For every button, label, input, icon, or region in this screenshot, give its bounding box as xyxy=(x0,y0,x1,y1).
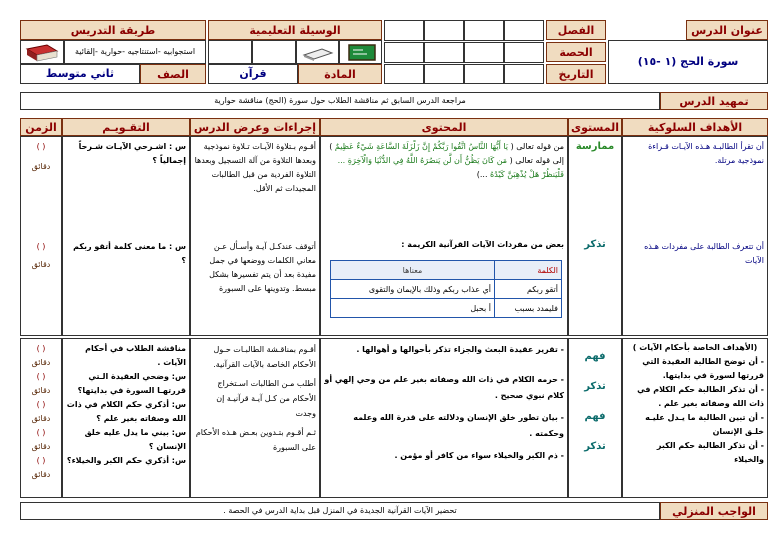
row2-time-unit: دقائق xyxy=(31,260,51,269)
blank-box-1 xyxy=(208,40,252,64)
row1-objective: أن تقرأ الطالبـة هـذه الآيـات قـراءة نموذجية مرتلة. xyxy=(648,142,764,165)
row3-objectives xyxy=(626,341,764,467)
row2-time-paren: ( ) xyxy=(36,242,46,251)
row3-time-paren: ( ) xyxy=(36,344,46,353)
row3-time-unit: دقائق xyxy=(31,414,51,423)
row3-time-unit: دقائق xyxy=(31,442,51,451)
glossary-meaning: أي عذاب ربكم وذلك بالإيمان والتقوى xyxy=(331,280,495,299)
date-grid xyxy=(384,20,544,84)
subject-value-box xyxy=(208,64,298,84)
method-value: استجوابيه -استنتاجيه -حوارية -إلقائية xyxy=(74,47,196,56)
eraser-icon xyxy=(296,40,339,64)
row3-evaluation-item: س: وضحي العقيدة الـتي قررتهـا السورة في بدايتها؟ xyxy=(77,372,186,395)
glossary-word: أتقو ربكم xyxy=(495,280,562,299)
row2-objective: أن تتعرف الطالبة على مفردات هـذه الآيات xyxy=(644,242,764,265)
homework-box xyxy=(20,502,660,520)
homework-label: الواجب المنزلي xyxy=(660,502,768,520)
row1-ayah2: مَن كَانَ يَظُنُّ أَن لَّن يَنصُرَهُ اللَّهُ فِي الدُّنْيَا وَالْآخِرَةِ ... فَلْيَنظُرْ هَلْ يُذْهِبَنَّ كَيْدُهُ xyxy=(337,156,564,179)
row1-level: ممارسة xyxy=(575,141,615,152)
row1-time-paren: ( ) xyxy=(36,142,46,151)
subject-value: قرآن xyxy=(239,67,267,80)
col-level: المستوى xyxy=(568,118,622,136)
row3-evaluation-item: س: بيني ما يدل عليه خلق الإنسان ؟ xyxy=(84,428,186,451)
row3-evaluations xyxy=(66,342,186,468)
col-evaluation: التقـويـم xyxy=(62,118,190,136)
semester-label: الفصل xyxy=(546,20,606,40)
row3-time-paren: ( ) xyxy=(36,428,46,437)
row3-procedure-item: أقـوم بمناقـشة الطالبـات حـول الأحكام الخاصة بالآيات القرآنية. xyxy=(213,345,316,369)
glossary-row xyxy=(331,280,562,299)
row3-time-unit: دقائق xyxy=(31,386,51,395)
row3-time-unit: دقائق xyxy=(31,470,51,479)
lesson-title-value: سورة الحج (١ -١٥) xyxy=(637,55,739,68)
row2-evaluation: س : ما معنى كلمة أتقو ربكم ؟ xyxy=(73,242,186,265)
row3-objective-item: - أن تذكر الطالبة حكم الكلام في ذات الله وصفاته بغير علم . xyxy=(637,385,764,408)
glossary-meaning: أ بحبل xyxy=(331,299,495,318)
level-cell-a xyxy=(568,136,622,336)
col-objectives: الأهداف السلوكية xyxy=(622,118,768,136)
row3-procedure-item: ثـم أقـوم بتـدوين بعـض هـذه الأحكام على السبورة xyxy=(195,428,316,452)
book-icon xyxy=(20,40,64,64)
intro-text: مراجعة الدرس السابق ثم مناقشة الطلاب حول سورة (الحج) مناقشة حوارية xyxy=(214,96,466,105)
row2-content-intro: بعض من مفردات الآيات القرآنية الكريمة : xyxy=(401,240,564,249)
row3-time-paren: ( ) xyxy=(36,400,46,409)
blank-box-2 xyxy=(252,40,296,64)
row3-contents xyxy=(324,342,564,464)
row3-content-item: - ذم الكبر والخيلاء سواء من كافر أو مؤمن . xyxy=(394,451,564,460)
row3-levels xyxy=(570,342,620,462)
row3-content-item: - تقرير عقيدة البعث والجزاء تذكر بأحوالها و أهوالها . xyxy=(356,345,564,354)
row2-procedure: أتوقف عندكـل آيـة وأسـأل عـن معاني الكلمات ووضعها في جمل مفيدة بعد أن يتم تفسيرها بشكل مبسط. وتدوينها على السبورة xyxy=(209,242,316,293)
row3-objective-item: (الأهداف الخاصة بأحكام الآيات ) xyxy=(632,343,758,352)
row3-evaluation-item: س: أذكري حكم الكبر والخيلاء؟ xyxy=(66,456,186,465)
row3-content-item: - بيان تطور خلق الإنسان ودلالته على قدرة الله وعلمه وحكمته . xyxy=(353,413,564,438)
method-label: طريقة التدريس xyxy=(20,20,206,40)
row3-times xyxy=(22,342,60,482)
glossary-header-meaning: معناها xyxy=(331,261,495,280)
row3-content-item: - حرمه الكلام في ذات الله وصفاته بغير علم من وحي إلهي أو كلام نبوي صحيح . xyxy=(324,375,564,400)
glossary-row xyxy=(331,299,562,318)
glossary-table xyxy=(330,260,562,318)
row3-objective-item: - أن توضح الطالبة العقيدة التي قررتها لسورة في بدايتها. xyxy=(642,357,764,380)
row3-level-item: تذكر xyxy=(584,441,606,452)
col-time: الزمن xyxy=(20,118,62,136)
row3-level-item: فهم xyxy=(584,351,606,362)
row3-evaluation-item: س: أذكري حكم الكلام في ذات الله وصفاته بغير علم ؟ xyxy=(66,400,186,423)
grade-value: ثاني متوسط xyxy=(45,67,115,80)
glossary-word: فليمدد بسبب xyxy=(495,299,562,318)
row3-procedure-item: أطلب مـن الطالبات اسـتخراج الأحكام من كـل آيـة قرآنيـة إن وجدت xyxy=(216,379,316,418)
row3-objective-item: - أن تبين الطالبة ما يـدل عليـه خلـق الإنسان xyxy=(645,413,764,436)
lesson-title-box xyxy=(608,40,768,84)
row1-evaluation: س : اشـرحي الآيـات شـرحاً إجمالياً ؟ xyxy=(78,142,186,165)
period-label: الحصة xyxy=(546,42,606,62)
aid-icons xyxy=(208,40,382,64)
intro-label: تمهيد الدرس xyxy=(660,92,768,110)
row2-level: تذكر xyxy=(584,239,606,250)
row1-time-unit: دقائق xyxy=(31,162,51,171)
row3-time-unit: دقائق xyxy=(31,358,51,367)
date-label: التاريخ xyxy=(546,64,606,84)
row3-objective-item: - أن تذكر الطالبة حكم الكبر والخيلاء xyxy=(656,441,764,464)
row3-level-item: تذكر xyxy=(584,381,606,392)
row1-ayah1: يَا أَيُّهَا النَّاسُ اتَّقُوا رَبَّكُمْ إِنَّ زَلْزَلَةَ السَّاعَةِ شَيْءٌ عَظِيمٌ xyxy=(334,142,509,151)
method-value-box xyxy=(64,40,206,64)
col-content: المحتوى xyxy=(320,118,568,136)
grade-value-box xyxy=(20,64,140,84)
row3-procedures xyxy=(194,342,316,455)
row3-time-paren: ( ) xyxy=(36,372,46,381)
row3-time-paren: ( ) xyxy=(36,456,46,465)
chalkboard-icon xyxy=(339,40,382,64)
homework-text: تحضير الآيات القرآنية الجديدة في المنزل قبل بداية الدرس في الحصة . xyxy=(223,506,457,515)
subject-label: المادة xyxy=(298,64,382,84)
col-procedures: إجراءات وعرض الدرس xyxy=(190,118,320,136)
row1-procedure: أقـوم بـتلاوة الآيـات تـلاوة نموذجية وبعدها التلاوة من آلة التسجيل وبعدها التلاوة الفردية من قبل الطالبات المجيدات ثم الأقل. xyxy=(194,142,316,193)
row3-evaluation-item: مناقشة الطلاب في أحكام الآيات . xyxy=(85,344,186,367)
glossary-header-word: الكلمة xyxy=(495,261,562,280)
grade-label: الصف xyxy=(140,64,206,84)
aid-label: الوسيلة التعليمية xyxy=(208,20,382,40)
row3-level-item: فهم xyxy=(584,411,606,422)
intro-box xyxy=(20,92,660,110)
row1-content: من قوله تعالى ( يَا أَيُّهَا النَّاسُ اتَّقُوا رَبَّكُمْ إِنَّ زَلْزَلَةَ السَّاعَةِ شَيْءٌ عَظِيمٌ ) إلى قوله تعالى ( مَن كَانَ يَظُنُّ أَن لَّن يَنصُرَهُ اللَّهُ فِي الدُّنْيَا وَالْآخِرَةِ ... فَلْيَنظُرْ هَلْ يُذْهِبَنَّ كَيْدُهُ ...) xyxy=(329,142,564,179)
lesson-title-label: عنوان الدرس xyxy=(686,20,768,40)
